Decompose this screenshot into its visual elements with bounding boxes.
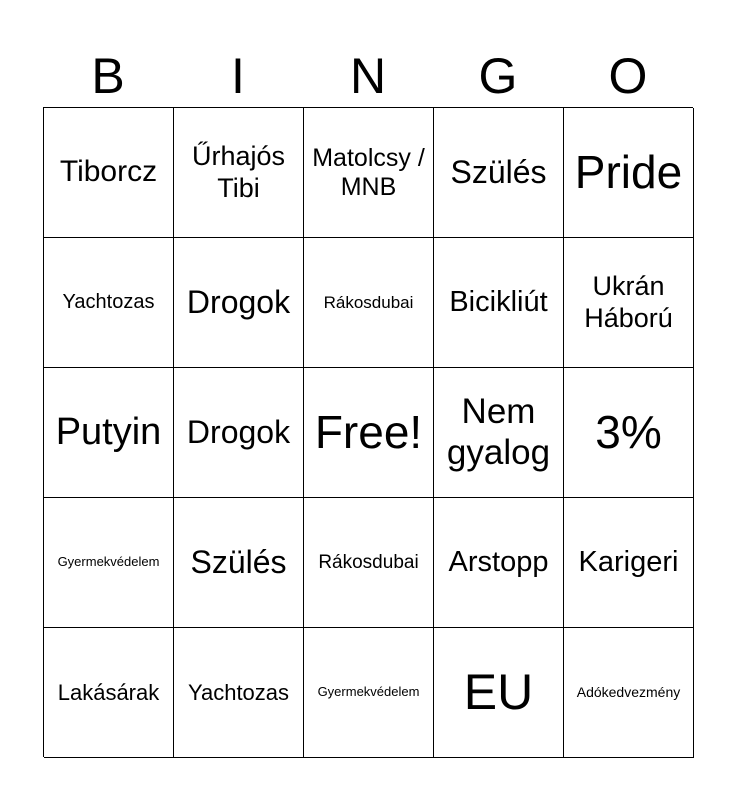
cell-text: Rákosdubai (323, 292, 414, 312)
cell-text: Űrhajós Tibi (191, 141, 286, 203)
header-letter-g: G (478, 48, 518, 104)
bingo-cell (434, 498, 564, 628)
bingo-header (43, 44, 693, 108)
bingo-cell (564, 628, 694, 758)
cell-text: Drogok (186, 284, 291, 321)
bingo-cell (44, 368, 174, 498)
bingo-cell (174, 628, 304, 758)
bingo-cell (304, 498, 434, 628)
bingo-cell (44, 628, 174, 758)
bingo-cell (174, 238, 304, 368)
cell-text: Adókedvezmény (576, 684, 681, 701)
bingo-cell (564, 108, 694, 238)
bingo-cell (44, 498, 174, 628)
cell-text: Rákosdubai (318, 551, 419, 573)
cell-text: Yachtozas (187, 679, 290, 705)
cell-text: Szülés (190, 544, 287, 581)
cell-text: Gyermekvédelem (317, 684, 420, 700)
bingo-cell (434, 368, 564, 498)
bingo-cell (304, 108, 434, 238)
bingo-cell (434, 238, 564, 368)
cell-text: Yachtozas (62, 291, 155, 313)
cell-text: Arstopp (448, 545, 549, 578)
cell-text: Ukrán Háború (584, 271, 673, 333)
cell-text: Matolcsy / MNB (312, 143, 425, 201)
bingo-cell (304, 628, 434, 758)
header-letter-i: I (231, 48, 245, 104)
header-letter-o: O (608, 48, 648, 104)
cell-text: Gyermekvédelem (57, 554, 160, 570)
cell-text: 3% (595, 406, 662, 459)
bingo-grid (43, 107, 693, 757)
bingo-cell (174, 368, 304, 498)
cell-text: Drogok (186, 414, 291, 451)
free-space (304, 368, 434, 498)
cell-text: Bicikliút (449, 285, 548, 318)
bingo-cell (44, 238, 174, 368)
bingo-cell (564, 368, 694, 498)
cell-text: Putyin (55, 410, 162, 453)
cell-text: Nem gyalog (446, 392, 551, 472)
free-space-text: Free! (314, 406, 423, 459)
cell-text: Szülés (450, 154, 547, 191)
bingo-cell (174, 498, 304, 628)
cell-text: EU (463, 663, 534, 720)
cell-text: Pride (574, 146, 683, 199)
header-letter-n: N (349, 48, 387, 104)
bingo-cell (564, 498, 694, 628)
bingo-cell (174, 108, 304, 238)
cell-text: Karigeri (578, 545, 679, 578)
bingo-cell (304, 238, 434, 368)
header-letter-b: B (91, 48, 125, 104)
cell-text: Tiborcz (59, 155, 158, 189)
bingo-cell (564, 238, 694, 368)
cell-text: Lakásárak (57, 679, 160, 705)
bingo-cell (434, 628, 564, 758)
bingo-cell (44, 108, 174, 238)
bingo-cell (434, 108, 564, 238)
